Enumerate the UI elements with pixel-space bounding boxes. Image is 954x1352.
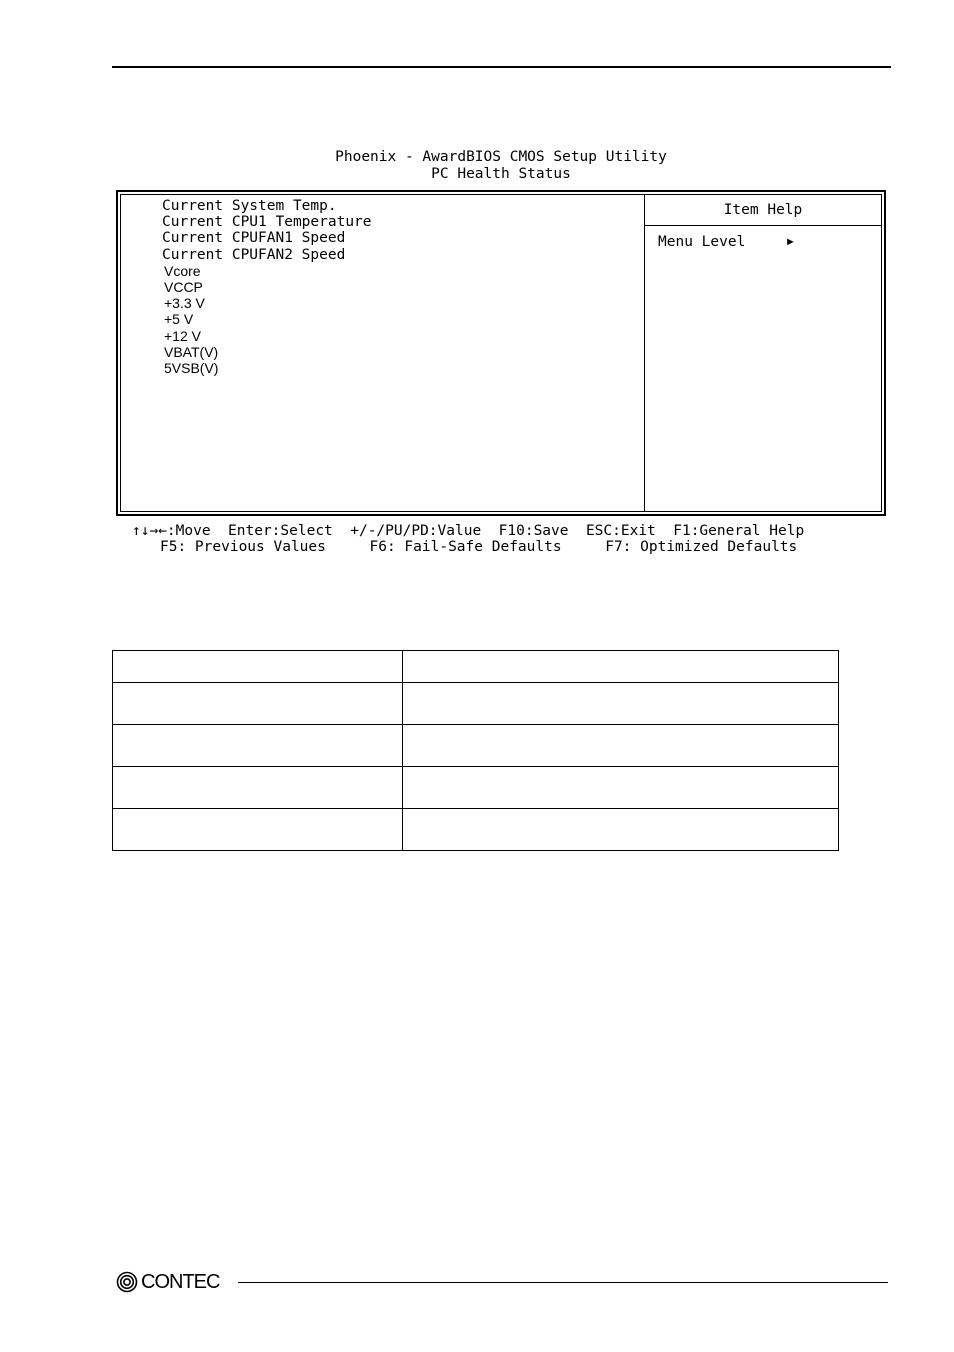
header-rule bbox=[112, 66, 891, 68]
contec-brand-text: CONTEC bbox=[141, 1271, 220, 1293]
bios-subtitle: PC Health Status bbox=[431, 166, 571, 182]
contec-logo-icon bbox=[116, 1271, 138, 1293]
table-header-cell bbox=[403, 651, 839, 683]
table-cell bbox=[113, 725, 403, 767]
bios-item-12v[interactable]: +12 V bbox=[164, 327, 201, 344]
bios-item-vccp[interactable]: VCCP bbox=[164, 278, 203, 295]
footer-rule bbox=[238, 1282, 888, 1283]
bios-item-cpufan2-speed[interactable]: Current CPUFAN2 Speed bbox=[162, 246, 346, 263]
table-row bbox=[113, 725, 839, 767]
key-legend-line1: ↑↓→←:Move Enter:Select +/-/PU/PD:Value F10:Save ESC:Exit F1:General Help bbox=[132, 523, 805, 539]
bios-item-5v[interactable]: +5 V bbox=[164, 311, 194, 328]
menu-level-arrow-icon: ► bbox=[785, 236, 796, 248]
item-help-title: Item Help bbox=[723, 202, 803, 218]
menu-level-label: Menu Level bbox=[658, 234, 746, 250]
table-cell bbox=[403, 809, 839, 851]
table-row bbox=[113, 767, 839, 809]
table-row bbox=[113, 683, 839, 725]
bios-item-list bbox=[162, 198, 372, 376]
bios-item-5vsb[interactable]: 5VSB(V) bbox=[164, 359, 219, 376]
bios-item-cpu1-temp[interactable]: Current CPU1 Temperature bbox=[162, 214, 372, 231]
bios-item-3v3[interactable]: +3.3 V bbox=[164, 295, 205, 312]
bios-screen-inner bbox=[120, 194, 882, 512]
table-cell bbox=[113, 809, 403, 851]
table-header-cell bbox=[113, 651, 403, 683]
table-header-row bbox=[113, 651, 839, 683]
help-header-rule bbox=[644, 225, 881, 226]
bios-item-vcore[interactable]: Vcore bbox=[164, 262, 201, 279]
bios-item-cpufan1-speed[interactable]: Current CPUFAN1 Speed bbox=[162, 230, 346, 247]
settings-table bbox=[112, 650, 839, 851]
table-cell bbox=[403, 725, 839, 767]
table-cell bbox=[403, 683, 839, 725]
bios-item-vbat[interactable]: VBAT(V) bbox=[164, 343, 219, 360]
table-row bbox=[113, 809, 839, 851]
bios-screen-frame bbox=[116, 190, 886, 516]
bios-item-system-temp[interactable]: Current System Temp. bbox=[162, 198, 337, 214]
table-cell bbox=[113, 683, 403, 725]
table-cell bbox=[113, 767, 403, 809]
key-legend-line2: F5: Previous Values F6: Fail-Safe Defaults F7: Optimized Defaults bbox=[160, 539, 798, 555]
table-cell bbox=[403, 767, 839, 809]
bios-title: Phoenix - AwardBIOS CMOS Setup Utility bbox=[335, 149, 667, 165]
contec-logo bbox=[116, 1270, 219, 1294]
help-panel-divider bbox=[644, 195, 645, 511]
